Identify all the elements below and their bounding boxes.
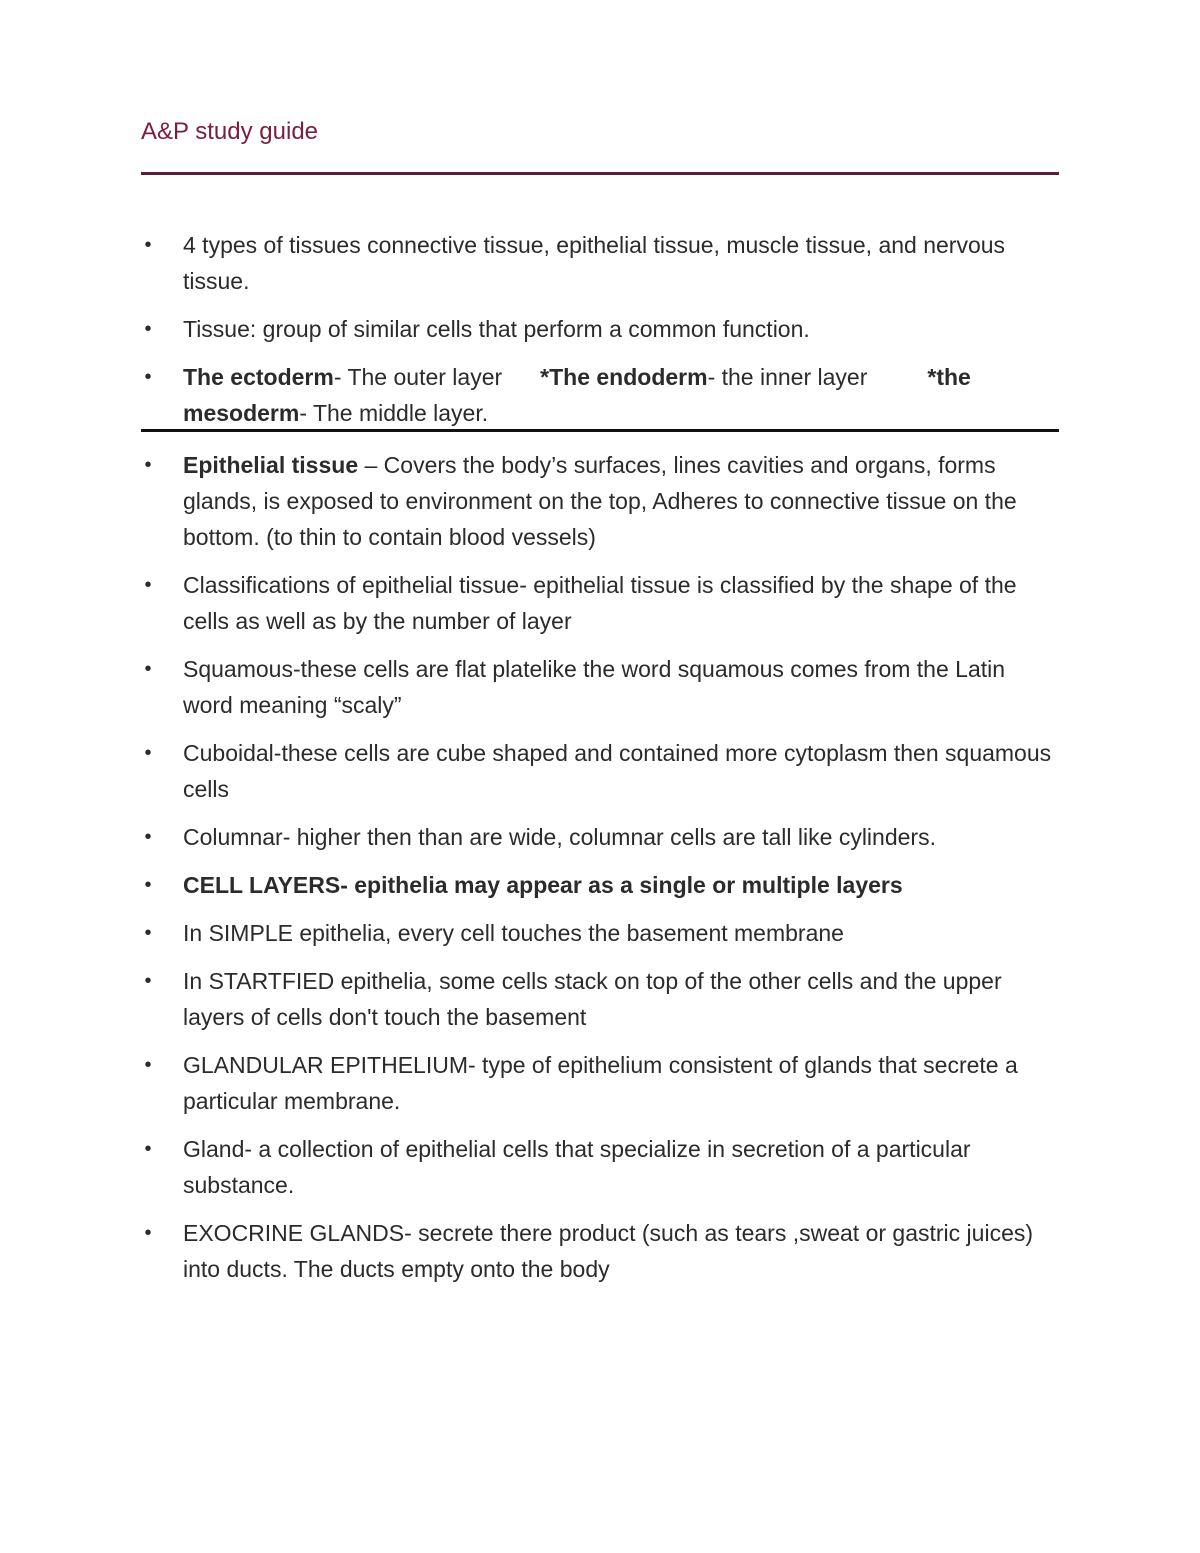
section-divider: [141, 429, 1059, 432]
list-item: [141, 311, 1059, 347]
bullet-icon: •: [144, 922, 152, 944]
mesoderm-desc: - The middle layer.: [299, 400, 489, 426]
list-item: [141, 227, 1059, 299]
epithelial-list: [141, 447, 1059, 1299]
bullet-icon: •: [144, 1222, 152, 1244]
list-item: [141, 567, 1059, 639]
item-text: Gland- a collection of epithelial cells that specialize in secretion of a particular substance.: [183, 1136, 971, 1198]
bullet-icon: •: [144, 1054, 152, 1076]
bullet-icon: •: [144, 318, 152, 340]
bullet-icon: •: [144, 874, 152, 896]
list-item: [141, 819, 1059, 855]
item-text: 4 types of tissues connective tissue, epithelial tissue, muscle tissue, and nervous tissue.: [183, 232, 1006, 294]
item-text: In STARTFIED epithelia, some cells stack on top of the other cells and the upper layers of cells don't touch the basement: [183, 968, 1002, 1030]
list-item: [141, 1215, 1059, 1287]
bullet-icon: •: [144, 454, 152, 476]
item-text: Squamous-these cells are flat platelike the word squamous comes from the Latin word meaning “scaly”: [183, 656, 1006, 718]
list-item: [141, 1131, 1059, 1203]
item-text: Classifications of epithelial tissue- epithelial tissue is classified by the shape of the cells as well as by the number of layer: [183, 572, 1017, 634]
item-text: – Covers the body’s surfaces, lines cavities and organs, forms glands, is exposed to environment on the top, Adheres to connective tissue on the bottom. (to thin to contain blood vessels): [183, 452, 1017, 550]
item-text: In SIMPLE epithelia, every cell touches the basement membrane: [183, 920, 844, 946]
endoderm-term: *The endoderm: [540, 364, 708, 390]
list-item: [141, 447, 1059, 555]
ectoderm-term: The ectoderm: [183, 364, 334, 390]
list-item: [141, 867, 1059, 903]
list-item: [141, 651, 1059, 723]
list-item: [141, 963, 1059, 1035]
bullet-icon: •: [144, 366, 152, 388]
bullet-icon: •: [144, 1138, 152, 1160]
germ-layers-item: [141, 359, 1059, 431]
bullet-icon: •: [144, 234, 152, 256]
endoderm-desc: - the inner layer: [707, 364, 868, 390]
list-item: [141, 915, 1059, 951]
item-text: EXOCRINE GLANDS- secrete there product (such as tears ,sweat or gastric juices) into ducts. The ducts empty onto the body: [183, 1220, 1034, 1282]
tissue-overview-list: [141, 227, 1059, 443]
item-text: Tissue: group of similar cells that perform a common function.: [183, 316, 810, 342]
item-text: GLANDULAR EPITHELIUM- type of epithelium consistent of glands that secrete a particular membrane.: [183, 1052, 1018, 1114]
bullet-icon: •: [144, 742, 152, 764]
mesoderm-term: *the mesoderm: [183, 364, 971, 426]
ectoderm-desc: - The outer layer: [333, 364, 503, 390]
item-text: Cuboidal-these cells are cube shaped and contained more cytoplasm then squamous cells: [183, 740, 1052, 802]
item-text: Columnar- higher then than are wide, columnar cells are tall like cylinders.: [183, 824, 936, 850]
bullet-icon: •: [144, 574, 152, 596]
item-text-bold: CELL LAYERS- epithelia may appear as a single or multiple layers: [183, 872, 903, 898]
document-title: A&P study guide: [141, 118, 319, 145]
epithelial-term: Epithelial tissue: [183, 452, 359, 478]
list-item: [141, 1047, 1059, 1119]
bullet-icon: •: [144, 970, 152, 992]
bullet-icon: •: [144, 826, 152, 848]
list-item: [141, 735, 1059, 807]
bullet-icon: •: [144, 658, 152, 680]
title-underline: [141, 172, 1059, 175]
